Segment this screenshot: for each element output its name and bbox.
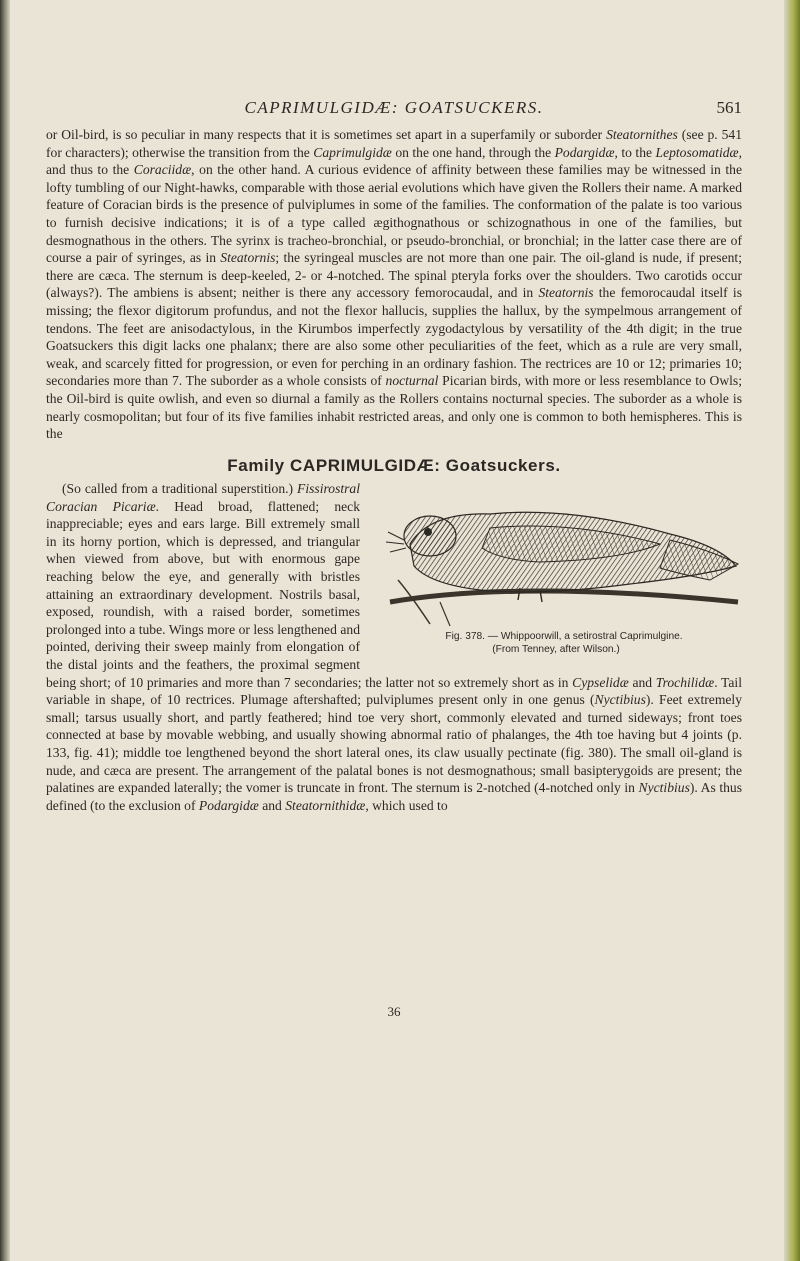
figure-caption-line-1: Fig. 378. — Whippoorwill, a setirostral Caprimulgine. [445,631,683,642]
text-run: Picarian birds, with more or less resemblance to Owls; the Oil-bird is quite owlish, and even so diurnal a family as the Rollers contains nocturnal species. The suborder as a whole is nearly cosmopolitan; but four of its five families inhabit restricted areas, and only one is common to both hemispheres. This is the [46,373,742,442]
paragraph-1 [46,126,742,443]
italic-term: Steatornis [220,250,276,266]
paragraph-2 [46,480,742,814]
text-run: and [258,797,286,813]
running-head [46,98,742,122]
page-edge-shadow-left [0,0,10,1261]
text-run: ). Feet extremely small; tarsus usually short, and partly feathered; hind toe very short, commonly elevated and turned sideways; front toes connected at base by movable webbing, and usually showing abnormal ratio of phalanges, the 4th toe having but 4 joints (p. 133, fig. 41); middle toe lengthened beyond the short lateral ones, its claw usually pectinate (fig. 380). The small oil-gland is nude, and cæca are present. The arrangement of the palatal bones is not desmognathous; small basipterygoids are present; the palatines are expanded laterally; the vomer is truncate in front. The sternum is 2-notched (4-notched only in [46,692,743,796]
figure-caption [370,630,742,656]
italic-term: Trochilidæ [655,674,715,690]
text-run: on the one hand, through the [391,144,555,160]
italic-term: Coraciidæ [133,162,192,178]
family-heading: Family CAPRIMULGIDÆ: Goatsuckers. [227,456,561,475]
italic-term: Podargidæ [198,797,259,813]
italic-term: Nyctibius [594,692,646,708]
text-run: (see p. 541 for characters); otherwise the transition from the [46,127,742,160]
italic-term: Podargidæ [554,144,615,160]
italic-term: Fissirostral Coracian Picariæ [46,481,360,514]
italic-term: nocturnal [385,373,439,389]
italic-term: Steatornithidæ [285,797,366,813]
signature-folio: 36 [387,1004,401,1019]
italic-term: Cypselidæ [572,674,629,690]
italic-term: Caprimulgidæ [313,144,392,160]
text-run: . Tail variable in shape, of 10 rectrices. Plumage aftershafted; pulviplumes present only in one genus ( [46,674,742,708]
text-run: , and thus to the [46,144,743,178]
text-run: ; the syringeal muscles are not more than one pair. The oil-gland is nude, if present; there are cæca. The sternum is deep-keeled, 2- or 4-notched. The spinal pteryla forks over the shoulders. Two carotids occur (always?). The ambiens is absent; neither is there any accessory femorocaudal, and in [46,250,742,301]
text-run: , to the [614,144,656,160]
italic-term: Steatornithes [606,127,678,142]
text-run: the femorocaudal itself is missing; the flexor digitorum profundus, and not the flexor hallucis, supplies the hallux, by the sympelmous arrangement of tendons. The feet are anisodactylous, in the Kirumbos imperfectly zygodactylous by versatility of the 4th digit; in the true Goatsuckers this digit lacks one phalanx; there are also some other peculiarities of the feet, which as a rule are very small, weak, and scarcely fitted for progression, or even for perching in an ordinary fashion. The rectrices are 10 or 12; primaries 10; secondaries more than 7. The suborder as a whole consists of [46,285,742,389]
page-number: 561 [716,98,742,117]
text-run: and [628,674,656,690]
text-run: , which used to [365,797,448,813]
text-run: (So called from a traditional superstition.) [62,481,298,496]
italic-term: Leptosomatidæ [655,144,739,160]
running-head-title: CAPRIMULGIDÆ: GOATSUCKERS. [244,98,544,117]
whippoorwill-engraving [370,484,742,630]
italic-term: Steatornis [538,285,594,301]
figure-caption-line-2: (From Tenney, after Wilson.) [492,644,620,655]
text-run: or Oil-bird, is so peculiar in many respects that it is sometimes set apart in a superfamily or suborder [46,127,607,142]
text-run: , on the other hand. A curious evidence of affinity between these families may be witnessed in the lofty tumbling of our Night-hawks, comparable with those aerial evolutions which have given the Rollers their name. A marked feature of Coracian birds is the presence of pulviplumes in some of the families. The conformation of the palate is too various to furnish decisive indications; it is of a type called ægithognathous or schizognathous in one of the families, but desmognathous in the others. The syrinx is tracheo-bronchial, or pseudo-bronchial, or bronchial; in the latter case there are of course a pair of syringes, as in [46,162,742,266]
book-page [46,0,742,1261]
text-run: ). As thus defined (to the exclusion of [46,780,742,813]
figure-378 [370,484,742,664]
page-edge-shadow-right [784,0,800,1261]
italic-term: Nyctibius [638,780,690,796]
text-run: . Head broad, flattened; neck inappreciable; eyes and ears large. Bill extremely small in its horny portion, which is depressed, and triangular when viewed from above, but with enormous gape reaching below the eye, and generally with bristles attaining an extraordinary development. Nostrils basal, exposed, roundish, with a raised border, sometimes prolonged into a tube. Wings more or less lengthened and pointed, deriving their sweep mainly from elongation of the distal joints and the feathers, the proximal segment being short; of 10 primaries and more than 7 secondaries; the latter not so extremely short as in [46,498,573,690]
